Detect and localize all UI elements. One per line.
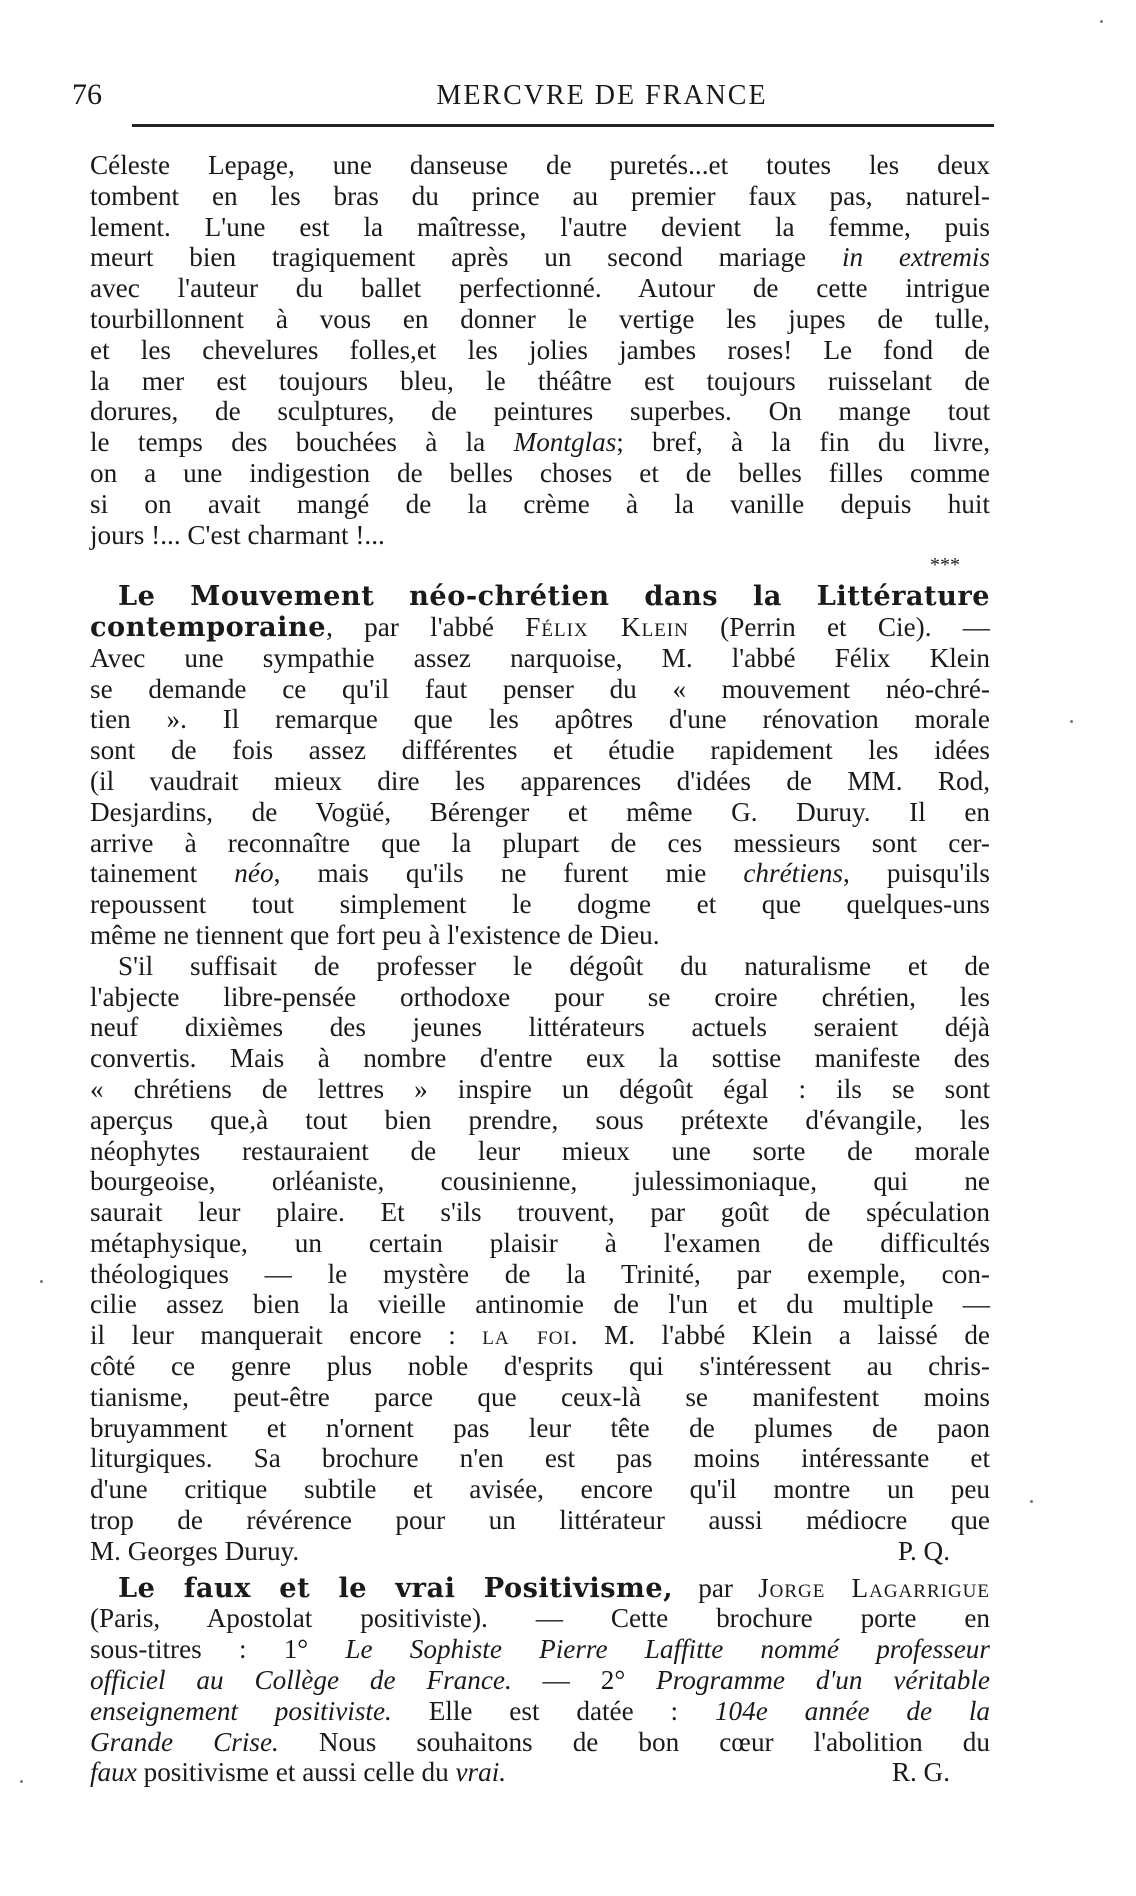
text-line: bourgeoise, orléaniste, cousinienne, julessimoniaque, qui ne bbox=[90, 1166, 990, 1197]
review-title bbox=[90, 581, 990, 612]
review-positivisme bbox=[90, 1573, 990, 1789]
author-name: Félix Klein bbox=[525, 611, 689, 642]
text-fragment: il leur manquerait encore : bbox=[90, 1320, 483, 1351]
text-fragment: par bbox=[673, 1572, 759, 1603]
body-text bbox=[90, 150, 990, 1788]
italic-phrase: in extremis bbox=[841, 242, 990, 273]
text-line: convertis. Mais à nombre d'entre eux la sottise manifeste des bbox=[90, 1043, 990, 1074]
italic-phrase: Programme d'un véritable bbox=[656, 1665, 990, 1696]
text-fragment: meurt bien tragiquement après un second mariage bbox=[90, 242, 807, 273]
text-line: jours !... C'est charmant !... bbox=[90, 519, 385, 550]
text-line bbox=[90, 1320, 990, 1351]
page-number: 76 bbox=[72, 78, 102, 111]
text-fragment: — 2° bbox=[511, 1665, 657, 1696]
text-line: tombent en les bras du prince au premier faux pas, naturel- bbox=[90, 180, 990, 211]
text-line: et les chevelures folles,et les jolies jambes roses! Le fond de bbox=[90, 334, 990, 365]
review-neo-chretien bbox=[90, 581, 990, 1567]
text-line: néophytes restauraient de leur mieux une sorte de morale bbox=[90, 1135, 990, 1166]
text-line: cilie assez bien la vieille antinomie de l'un et du multiple — bbox=[90, 1289, 990, 1320]
text-line: si on avait mangé de la crème à la vanille depuis huit bbox=[90, 488, 990, 519]
running-title: MERCVRE DE FRANCE bbox=[436, 80, 768, 111]
text-line: aperçus que,à tout bien prendre, sous prétexte d'évangile, les bbox=[90, 1104, 990, 1135]
text-line: sont de fois assez différentes et étudie rapidement les idées bbox=[90, 735, 990, 766]
text-line: S'il suffisait de professer le dégoût du naturalisme et de bbox=[118, 950, 990, 981]
text-fragment: , mais qu'ils ne furent mie bbox=[273, 858, 744, 889]
text-line: tourbillonnent à vous en donner le vertige les jupes de tulle, bbox=[90, 303, 990, 334]
text-line: théologiques — le mystère de la Trinité, par exemple, con- bbox=[90, 1258, 990, 1289]
text-fragment: Elle est datée : bbox=[391, 1695, 715, 1726]
text-line: arrive à reconnaître que la plupart de ces messieurs sont cer- bbox=[90, 827, 990, 858]
text-line bbox=[90, 1536, 990, 1567]
italic-phrase: officiel au Collège de France. bbox=[90, 1665, 512, 1696]
text-fragment: le temps des bouchées à la bbox=[90, 427, 486, 458]
book-title: Le Mouvement néo-chrétien dans la Littérature bbox=[118, 580, 990, 613]
text-fragment: Nous souhaitons de bon cœur l'abolition du bbox=[278, 1726, 990, 1757]
text-line: neuf dixièmes des jeunes littérateurs actuels seraient déjà bbox=[90, 1012, 990, 1043]
text-line: « chrétiens de lettres » inspire un dégoût égal : ils se sont bbox=[90, 1073, 990, 1104]
review-continuation bbox=[90, 150, 990, 581]
text-fragment: tainement bbox=[90, 858, 235, 889]
text-line: lement. L'une est la maîtresse, l'autre devient la femme, puis bbox=[90, 211, 990, 242]
author-name: Jorge Lagarrigue bbox=[758, 1572, 991, 1603]
italic-word: chrétiens bbox=[743, 858, 844, 889]
text-fragment: . M. l'abbé Klein a laissé de bbox=[570, 1320, 990, 1351]
italic-phrase: Le Sophiste Pierre Laffitte nommé professeur bbox=[345, 1634, 990, 1665]
text-line: dorures, de sculptures, de peintures superbes. On mange tout bbox=[90, 396, 990, 427]
text-line: l'abjecte libre-pensée orthodoxe pour se croire chrétien, les bbox=[90, 981, 990, 1012]
text-line bbox=[90, 1573, 990, 1604]
text-line: avec l'auteur du ballet perfectionné. Autour de cette intrigue bbox=[90, 273, 990, 304]
small-caps-phrase: la foi bbox=[482, 1320, 571, 1351]
page-header bbox=[72, 70, 992, 122]
text-line bbox=[90, 242, 990, 273]
text-line bbox=[90, 858, 990, 889]
text-line: tien ». Il remarque que les apôtres d'une rénovation morale bbox=[90, 704, 990, 735]
book-title: Le faux et le vrai Positivisme, bbox=[118, 1571, 674, 1604]
scan-speck bbox=[1100, 20, 1103, 23]
text-line: (il vaudrait mieux dire les apparences d'idées de MM. Rod, bbox=[90, 765, 990, 796]
italic-phrase: Grande Crise. bbox=[90, 1726, 279, 1757]
scan-speck bbox=[1030, 1500, 1033, 1503]
text-fragment: (Perrin et Cie). — bbox=[688, 611, 990, 642]
italic-phrase: enseignement positiviste. bbox=[90, 1695, 392, 1726]
italic-word: néo bbox=[234, 858, 274, 889]
header-rule bbox=[132, 124, 994, 127]
text-fragment: , puisqu'ils bbox=[843, 858, 990, 889]
text-fragment: positivisme et aussi celle du bbox=[136, 1757, 456, 1788]
text-line: bruyamment et n'ornent pas leur tête de plumes de paon bbox=[90, 1412, 990, 1443]
text-fragment: M. Georges Duruy. bbox=[90, 1535, 300, 1566]
text-line bbox=[90, 1665, 990, 1696]
text-line: Avec une sympathie assez narquoise, M. l'abbé Félix Klein bbox=[90, 642, 990, 673]
text-line: tianisme, peut-être parce que ceux-là se manifestent moins bbox=[90, 1381, 990, 1412]
text-fragment: , par l'abbé bbox=[326, 611, 526, 642]
reviewer-signature: P. Q. bbox=[897, 1535, 950, 1566]
text-line: on a une indigestion de belles choses et de belles filles comme bbox=[90, 457, 990, 488]
italic-phrase: Montglas bbox=[513, 427, 617, 458]
text-line bbox=[90, 1757, 990, 1788]
scan-speck bbox=[20, 1780, 23, 1783]
text-line: se demande ce qu'il faut penser du « mouvement néo-chré- bbox=[90, 673, 990, 704]
text-line bbox=[90, 1634, 990, 1665]
text-line bbox=[90, 612, 990, 643]
italic-word: faux bbox=[90, 1757, 137, 1788]
text-line: (Paris, Apostolat positiviste). — Cette brochure porte en bbox=[90, 1603, 990, 1634]
book-title-cont: contemporaine bbox=[90, 610, 327, 643]
section-separator: *** bbox=[930, 554, 960, 577]
text-line bbox=[90, 1727, 990, 1758]
text-line: repoussent tout simplement le dogme et que quelques-uns bbox=[90, 889, 990, 920]
text-fragment: sous-titres : 1° bbox=[90, 1634, 346, 1665]
text-line: d'une critique subtile et avisée, encore qu'il montre un peu bbox=[90, 1474, 990, 1505]
italic-word: vrai. bbox=[455, 1757, 507, 1788]
text-line: Desjardins, de Vogüé, Bérenger et même G. Duruy. Il en bbox=[90, 796, 990, 827]
text-line bbox=[90, 427, 990, 458]
text-line: la mer est toujours bleu, le théâtre est toujours ruisselant de bbox=[90, 365, 990, 396]
text-line: saurait leur plaire. Et s'ils trouvent, par goût de spéculation bbox=[90, 1197, 990, 1228]
text-line: côté ce genre plus noble d'esprits qui s'intéressent au chris- bbox=[90, 1351, 990, 1382]
scan-speck bbox=[1070, 720, 1073, 723]
italic-phrase: 104e année de la bbox=[714, 1695, 990, 1726]
scan-speck bbox=[40, 1280, 43, 1283]
text-line: trop de révérence pour un littérateur aussi médiocre que bbox=[90, 1505, 990, 1536]
text-line: Céleste Lepage, une danseuse de puretés...et toutes les deux bbox=[90, 150, 990, 180]
text-line: même ne tiennent que fort peu à l'existence de Dieu. bbox=[90, 919, 660, 950]
reviewer-signature: R. G. bbox=[891, 1757, 950, 1788]
text-line bbox=[90, 1696, 990, 1727]
text-fragment: ; bref, à la fin du livre, bbox=[616, 427, 990, 458]
text-line: liturgiques. Sa brochure n'en est pas moins intéressante et bbox=[90, 1443, 990, 1474]
text-line: métaphysique, un certain plaisir à l'examen de difficultés bbox=[90, 1227, 990, 1258]
